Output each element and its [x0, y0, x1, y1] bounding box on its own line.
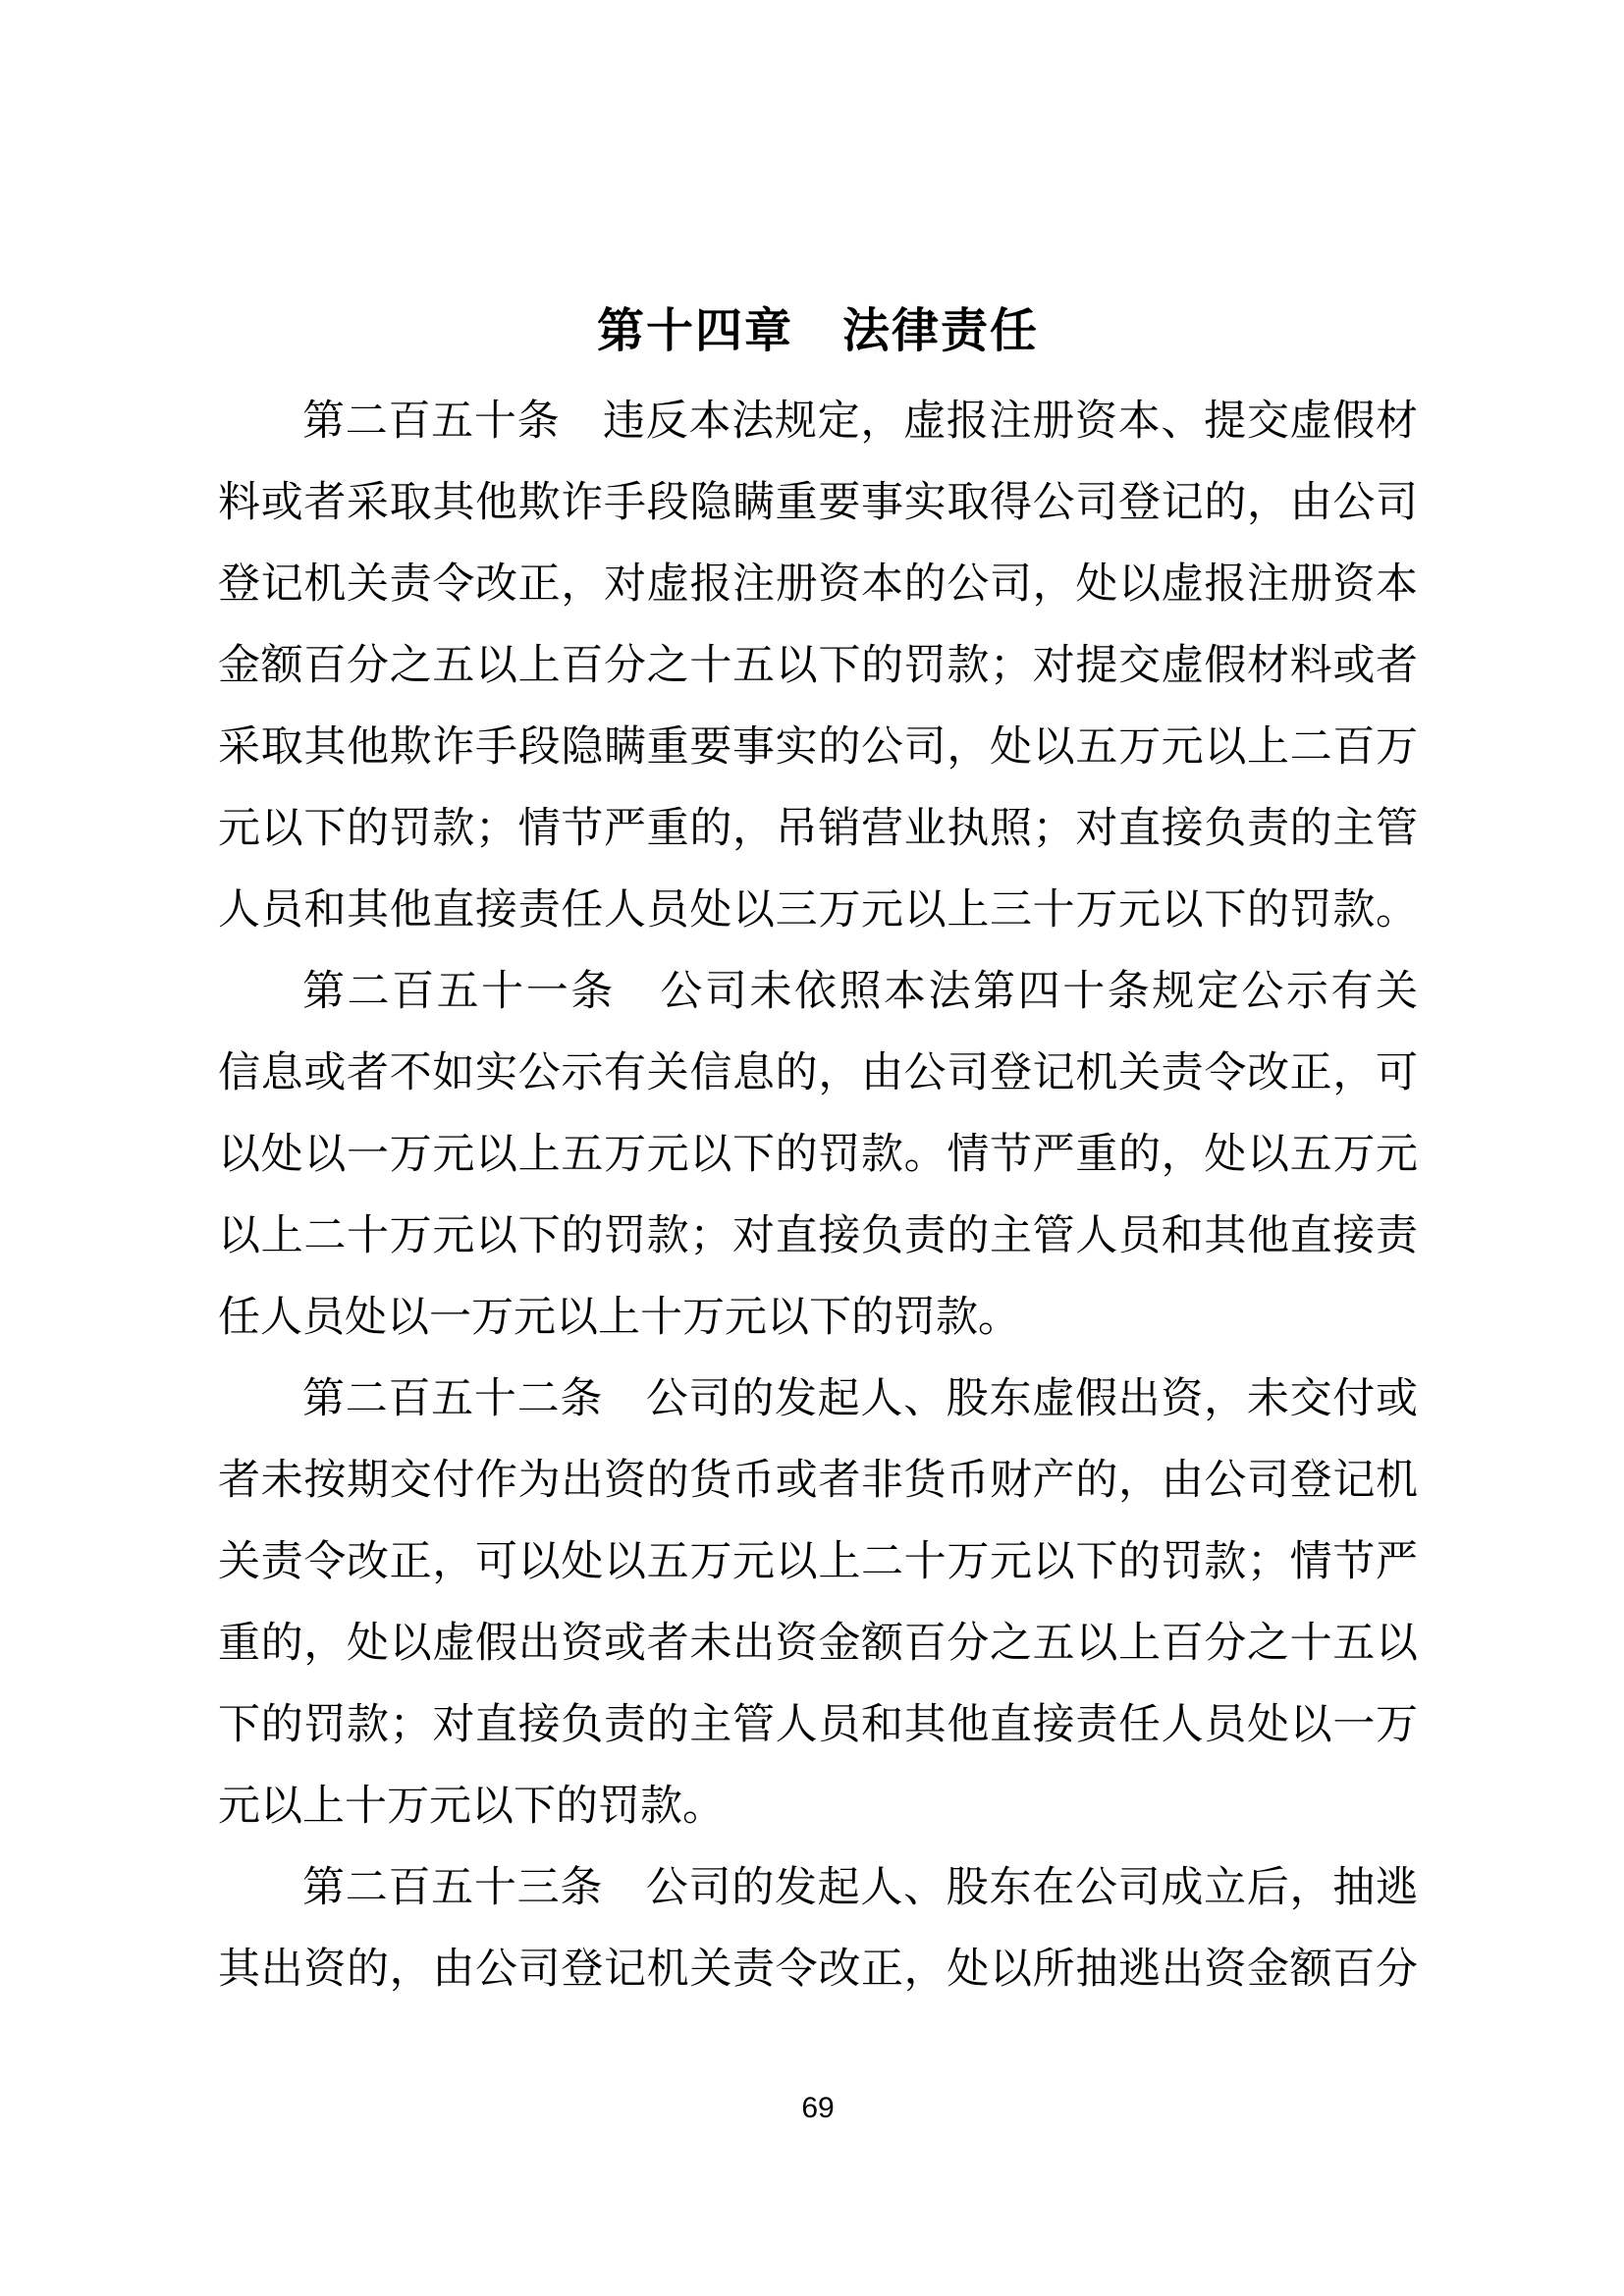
text-line: 信息或者不如实公示有关信息的，由公司登记机关责令改正，可: [218, 1050, 1418, 1096]
text-line: 任人员处以一万元以上十万元以下的罚款。: [218, 1295, 1020, 1341]
chapter-title: 第十四章 法律责任: [596, 305, 1039, 357]
text-line: 人员和其他直接责任人员处以三万元以上三十万元以下的罚款。: [218, 887, 1418, 934]
text-line: 登记机关责令改正，对虚报注册资本的公司，处以虚报注册资本: [218, 561, 1418, 608]
text-line: 元以下的罚款；情节严重的，吊销营业执照；对直接负责的主管: [218, 806, 1418, 852]
text-line: 第二百五十三条 公司的发起人、股东在公司成立后，抽逃: [302, 1865, 1418, 1911]
text-line: 重的，处以虚假出资或者未出资金额百分之五以上百分之十五以: [218, 1621, 1418, 1667]
text-line: 下的罚款；对直接负责的主管人员和其他直接责任人员处以一万: [218, 1702, 1418, 1748]
text-line: 第二百五十二条 公司的发起人、股东虚假出资，未交付或: [302, 1376, 1418, 1422]
text-line: 第二百五十条 违反本法规定，虚报注册资本、提交虚假材: [302, 399, 1418, 445]
text-line: 以处以一万元以上五万元以下的罚款。情节严重的，处以五万元: [218, 1132, 1418, 1178]
text-line: 金额百分之五以上百分之十五以下的罚款；对提交虚假材料或者: [218, 643, 1418, 689]
text-line: 元以上十万元以下的罚款。: [218, 1784, 725, 1830]
text-line: 关责令改正，可以处以五万元以上二十万元以下的罚款；情节严: [218, 1539, 1418, 1585]
page-number: 69: [801, 2092, 835, 2124]
document-body: [218, 381, 1418, 2010]
text-line: 以上二十万元以下的罚款；对直接负责的主管人员和其他直接责: [218, 1213, 1418, 1259]
text-line: 其出资的，由公司登记机关责令改正，处以所抽逃出资金额百分: [218, 1947, 1418, 1993]
text-line: 采取其他欺诈手段隐瞒重要事实的公司，处以五万元以上二百万: [218, 724, 1418, 771]
text-line: 第二百五十一条 公司未依照本法第四十条规定公示有关: [302, 969, 1418, 1015]
text-line: 料或者采取其他欺诈手段隐瞒重要事实取得公司登记的，由公司: [218, 480, 1418, 526]
text-line: 者未按期交付作为出资的货币或者非货币财产的，由公司登记机: [218, 1458, 1418, 1504]
